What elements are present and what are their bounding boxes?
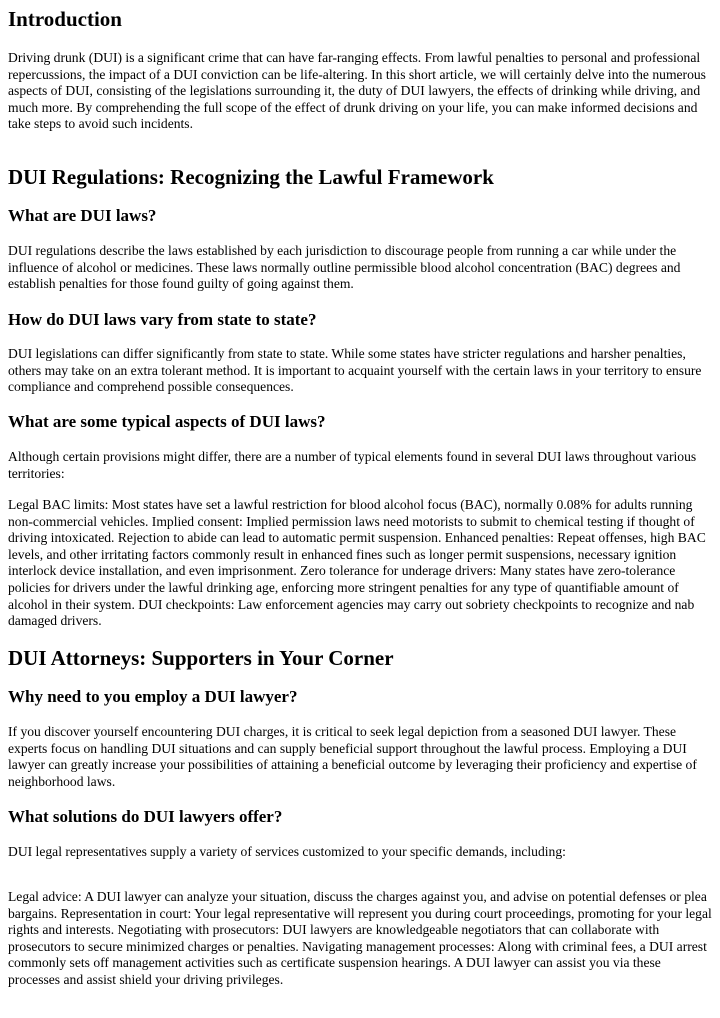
attorneys-answer-1: If you discover yourself encountering DUI charges, it is critical to seek legal depiction from a seasoned DUI lawyer. These experts focus on handling DUI situations and can supply beneficial support throughout the lawful process. Employing a DUI lawyer can greatly increase your possibilities of attaining a beneficial outcome by leveraging their proficiency and expertise of neighborhood laws.	[8, 724, 697, 789]
attorneys-answer-2: DUI legal representatives supply a variety of services customized to your specific demands, including:	[8, 844, 566, 859]
regulations-question-2: How do DUI laws vary from state to state?	[8, 310, 317, 329]
regulations-answer-2: DUI legislations can differ significantly from state to state. While some states have stricter regulations and harsher penalties, others may take on an extra tolerant method. It is important to acquaint yourself with the certain laws in your territory to ensure compliance and comprehend possible consequences.	[8, 346, 702, 395]
attorneys-answer-2-details: Legal advice: A DUI lawyer can analyze your situation, discuss the charges against you, and advise on potential defenses or plea bargains. Representation in court: Your legal representative will represent you during court proceedings, promoting for your legal rights and interests. Negotiating with prosecutors: DUI lawyers are knowledgeable negotiators that can collaborate with prosecutors to secure minimized charges or penalties. Navigating management processes: Along with criminal fees, a DUI arrest commonly sets off management activities such as certificate suspension hearings. A DUI lawyer can assist you via these processes and assist shield your driving privileges.	[8, 889, 712, 987]
regulations-question-1: What are DUI laws?	[8, 206, 157, 225]
regulations-answer-1: DUI regulations describe the laws established by each jurisdiction to discourage people from running a car while under the influence of alcohol or medicines. These laws normally outline permissible blood alcohol concentration (BAC) degrees and establish penalties for those found guilty of going against them.	[8, 243, 681, 292]
regulations-answer-3: Although certain provisions might differ, there are a number of typical elements found in several DUI laws throughout various territories:	[8, 449, 697, 481]
regulations-answer-3-details: Legal BAC limits: Most states have set a lawful restriction for blood alcohol focus (BAC), normally 0.08% for adults running non-commercial vehicles. Implied consent: Implied permission laws need motorists to submit to chemical testing if thought of driving intoxicated. Rejection to abide can lead to automatic permit suspension. Enhanced penalties: Repeat offenses, high BAC levels, and other irritating factors commonly result in enhanced fines such as longer permit suspensions, necessary ignition interlock device installation, and even imprisonment. Zero tolerance for underage drivers: Many states have zero-tolerance policies for drivers under the lawful drinking age, enforcing more stringent penalties for any type of quantifiable amount of alcohol in their system. DUI checkpoints: Law enforcement agencies may carry out sobriety checkpoints to recognize and nab damaged drivers.	[8, 497, 706, 629]
attorneys-question-1: Why need to you employ a DUI lawyer?	[8, 687, 298, 706]
attorneys-heading: DUI Attorneys: Supporters in Your Corner	[8, 646, 394, 670]
regulations-question-3: What are some typical aspects of DUI laws?	[8, 412, 326, 431]
regulations-heading: DUI Regulations: Recognizing the Lawful Framework	[8, 165, 494, 189]
attorneys-question-2: What solutions do DUI lawyers offer?	[8, 807, 283, 826]
intro-heading: Introduction	[8, 7, 122, 31]
intro-paragraph: Driving drunk (DUI) is a significant crime that can have far-ranging effects. From lawful penalties to personal and professional repercussions, the impact of a DUI conviction can be life-altering. In this short article, we will certainly delve into the numerous aspects of DUI, consisting of the legislations surrounding it, the duty of DUI lawyers, the effects of drinking while driving, and much more. By comprehending the full scope of the effect of drunk driving on your life, you can make informed decisions and take steps to avoid such incidents.	[8, 50, 706, 132]
